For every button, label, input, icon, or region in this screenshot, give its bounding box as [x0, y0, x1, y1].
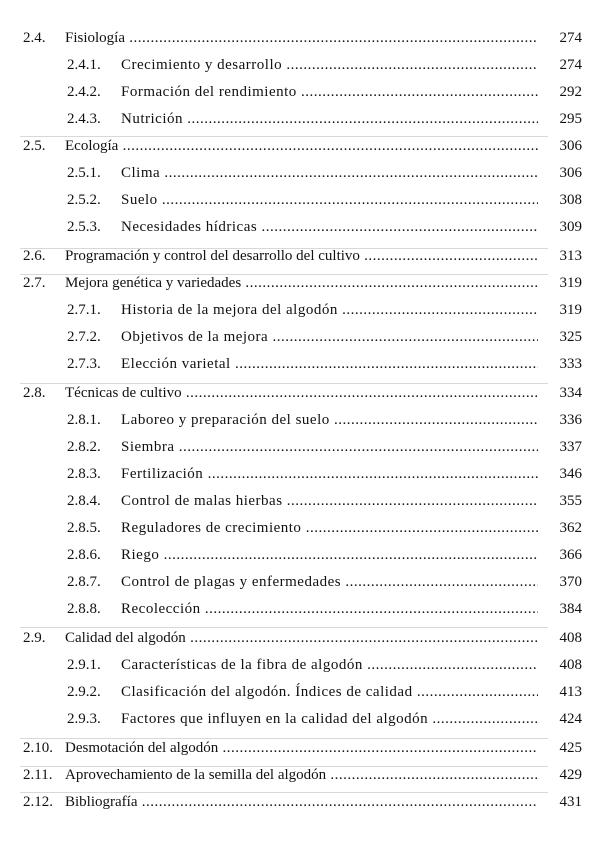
section-title[interactable]: Crecimiento y desarrollo ..... [121, 55, 538, 75]
section-number: 2.8.2. [67, 439, 101, 455]
section-title[interactable]: Laboreo y preparación del suelo ..... [121, 410, 538, 430]
section-number: 2.7.1. [67, 302, 101, 318]
page-number: 336 [559, 412, 582, 428]
page-number: 413 [559, 684, 582, 700]
page-number: 292 [559, 84, 582, 100]
toc-entry[interactable] [0, 410, 600, 430]
toc-entry[interactable] [0, 383, 600, 403]
section-number: 2.8.8. [67, 601, 101, 617]
toc-entry[interactable] [0, 792, 600, 812]
toc-entry[interactable] [0, 273, 600, 293]
section-number: 2.6. [23, 248, 46, 264]
section-number: 2.4. [23, 30, 46, 46]
page-number: 425 [559, 740, 582, 756]
page-number: 306 [559, 138, 582, 154]
section-title[interactable]: Control de malas hierbas ..... [121, 491, 538, 511]
section-title[interactable]: Necesidades hídricas ..... [121, 217, 538, 237]
section-number: 2.9. [23, 630, 46, 646]
page-number: 355 [559, 493, 582, 509]
page-number: 309 [559, 219, 582, 235]
toc-entry[interactable] [0, 246, 600, 266]
page-number: 366 [559, 547, 582, 563]
section-title[interactable]: Formación del rendimiento ..... [121, 82, 538, 102]
section-number: 2.7.2. [67, 329, 101, 345]
section-title[interactable]: Aprovechamiento de la semilla del algodón ..... [65, 765, 538, 785]
section-title[interactable]: Bibliografía ..... [65, 792, 538, 812]
section-number: 2.4.3. [67, 111, 101, 127]
section-number: 2.5.2. [67, 192, 101, 208]
section-title[interactable]: Calidad del algodón ..... [65, 628, 538, 648]
toc-entry[interactable] [0, 300, 600, 320]
section-title[interactable]: Reguladores de crecimiento ..... [121, 518, 538, 538]
section-title[interactable]: Desmotación del algodón ..... [65, 738, 538, 758]
toc-entry[interactable] [0, 163, 600, 183]
section-number: 2.4.2. [67, 84, 101, 100]
page-number: 295 [559, 111, 582, 127]
page-number: 408 [559, 657, 582, 673]
toc-entry[interactable] [0, 464, 600, 484]
section-title[interactable]: Técnicas de cultivo ..... [65, 383, 538, 403]
section-title[interactable]: Nutrición ..... [121, 109, 538, 129]
section-title[interactable]: Ecología ..... [65, 136, 538, 156]
toc-entry[interactable] [0, 82, 600, 102]
section-number: 2.4.1. [67, 57, 101, 73]
page-number: 319 [559, 275, 582, 291]
section-number: 2.7.3. [67, 356, 101, 372]
section-title[interactable]: Mejora genética y variedades ..... [65, 273, 538, 293]
section-number: 2.8.1. [67, 412, 101, 428]
section-title[interactable]: Fertilización ..... [121, 464, 538, 484]
section-title[interactable]: Recolección ..... [121, 599, 538, 619]
page-number: 431 [559, 794, 582, 810]
page-number: 370 [559, 574, 582, 590]
section-number: 2.9.3. [67, 711, 101, 727]
section-title[interactable]: Programación y control del desarrollo del cultivo ..... [65, 246, 538, 266]
page-number: 337 [559, 439, 582, 455]
toc-entry[interactable] [0, 28, 600, 48]
section-number: 2.9.1. [67, 657, 101, 673]
section-title[interactable]: Características de la fibra de algodón ..... [121, 655, 538, 675]
page-number: 274 [559, 57, 582, 73]
toc-entry[interactable] [0, 738, 600, 758]
toc-entry[interactable] [0, 628, 600, 648]
section-number: 2.12. [23, 794, 53, 810]
toc-entry[interactable] [0, 109, 600, 129]
page-number: 429 [559, 767, 582, 783]
section-number: 2.11. [23, 767, 53, 783]
toc-entry[interactable] [0, 599, 600, 619]
section-number: 2.7. [23, 275, 46, 291]
section-number: 2.8.4. [67, 493, 101, 509]
page-number: 325 [559, 329, 582, 345]
toc-entry[interactable] [0, 572, 600, 592]
page-number: 424 [559, 711, 582, 727]
toc-entry[interactable] [0, 765, 600, 785]
section-title[interactable]: Historia de la mejora del algodón ..... [121, 300, 538, 320]
section-title[interactable]: Suelo ..... [121, 190, 538, 210]
page-number: 362 [559, 520, 582, 536]
page-number: 346 [559, 466, 582, 482]
toc-entry[interactable] [0, 217, 600, 237]
toc-entry[interactable] [0, 682, 600, 702]
section-number: 2.8.5. [67, 520, 101, 536]
toc-entry[interactable] [0, 655, 600, 675]
page-number: 319 [559, 302, 582, 318]
page-number: 274 [559, 30, 582, 46]
section-number: 2.8.6. [67, 547, 101, 563]
toc-entry[interactable] [0, 354, 600, 374]
section-number: 2.5.1. [67, 165, 101, 181]
page-number: 333 [559, 356, 582, 372]
section-number: 2.8.3. [67, 466, 101, 482]
page-number: 408 [559, 630, 582, 646]
section-number: 2.5.3. [67, 219, 101, 235]
toc-entry[interactable] [0, 709, 600, 729]
toc-entry[interactable] [0, 136, 600, 156]
toc-entry[interactable] [0, 437, 600, 457]
section-title[interactable]: Control de plagas y enfermedades ..... [121, 572, 538, 592]
section-title[interactable]: Elección varietal ..... [121, 354, 538, 374]
toc-entry[interactable] [0, 518, 600, 538]
toc-entry[interactable] [0, 55, 600, 75]
page-number: 334 [559, 385, 582, 401]
section-number: 2.8. [23, 385, 46, 401]
section-number: 2.9.2. [67, 684, 101, 700]
section-title[interactable]: Siembra ..... [121, 437, 538, 457]
section-number: 2.10. [23, 740, 53, 756]
section-number: 2.8.7. [67, 574, 101, 590]
section-title[interactable]: Clasificación del algodón. Índices de calidad ..... [121, 682, 538, 702]
section-title[interactable]: Factores que influyen en la calidad del algodón ..... [121, 709, 538, 729]
toc-entry[interactable] [0, 545, 600, 565]
section-title[interactable]: Fisiología ..... [65, 28, 538, 48]
section-title[interactable]: Riego ..... [121, 545, 538, 565]
toc-entry[interactable] [0, 327, 600, 347]
section-title[interactable]: Objetivos de la mejora ..... [121, 327, 538, 347]
page-number: 308 [559, 192, 582, 208]
page-number: 313 [559, 248, 582, 264]
page-number: 306 [559, 165, 582, 181]
toc-entry[interactable] [0, 491, 600, 511]
section-number: 2.5. [23, 138, 46, 154]
page-number: 384 [559, 601, 582, 617]
toc-entry[interactable] [0, 190, 600, 210]
section-title[interactable]: Clima ..... [121, 163, 538, 183]
